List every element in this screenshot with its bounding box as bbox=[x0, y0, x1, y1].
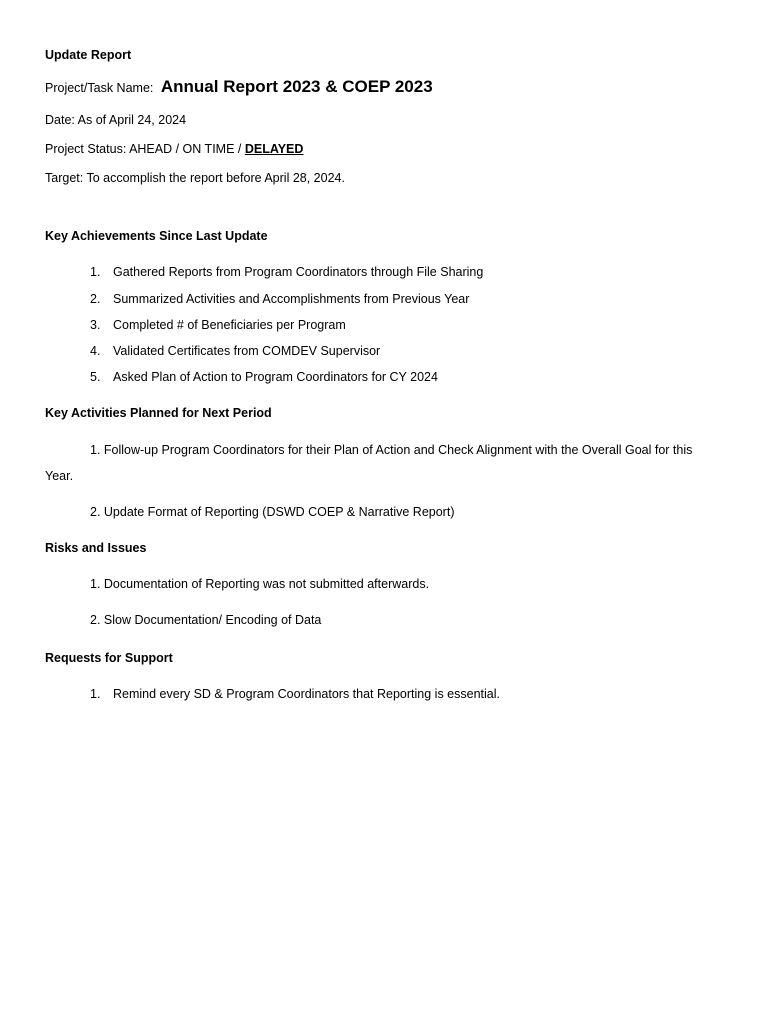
list-item-text: Validated Certificates from COMDEV Supervisor bbox=[113, 344, 381, 358]
list-item bbox=[90, 369, 438, 385]
list-item-text: Summarized Activities and Accomplishments from Previous Year bbox=[113, 292, 470, 306]
planned-heading: Key Activities Planned for Next Period bbox=[45, 406, 272, 420]
list-item bbox=[90, 343, 380, 359]
list-item-text: Gathered Reports from Program Coordinators through File Sharing bbox=[113, 265, 484, 279]
achievements-heading: Key Achievements Since Last Update bbox=[45, 229, 268, 243]
risks-heading: Risks and Issues bbox=[45, 541, 147, 555]
list-item-text: Remind every SD & Program Coordinators that Reporting is essential. bbox=[113, 687, 500, 701]
list-item-number: 1. bbox=[90, 687, 101, 701]
planned-item-2: 2. Update Format of Reporting (DSWD COEP & Narrative Report) bbox=[90, 505, 455, 519]
project-status-current: DELAYED bbox=[244, 142, 304, 156]
list-item-number: 3. bbox=[90, 318, 101, 332]
list-item bbox=[90, 317, 346, 333]
project-name-label: Project/Task Name: bbox=[45, 81, 154, 95]
project-status-label: Project Status: AHEAD / ON TIME / bbox=[45, 142, 242, 156]
support-heading: Requests for Support bbox=[45, 651, 173, 665]
list-item-number: 4. bbox=[90, 344, 101, 358]
list-item-text: Completed # of Beneficiaries per Program bbox=[113, 318, 346, 332]
report-target: Target: To accomplish the report before April 28, 2024. bbox=[45, 171, 345, 185]
project-name-row bbox=[45, 79, 433, 96]
project-name-value: Annual Report 2023 & COEP 2023 bbox=[160, 77, 433, 96]
risk-item-1: 1. Documentation of Reporting was not submitted afterwards. bbox=[90, 577, 430, 591]
planned-item-1-line-1: 1. Follow-up Program Coordinators for their Plan of Action and Check Alignment with the Overall Goal for this bbox=[90, 443, 693, 457]
list-item bbox=[90, 264, 483, 280]
project-status-row bbox=[45, 141, 303, 157]
report-heading: Update Report bbox=[45, 48, 132, 62]
list-item-number: 2. bbox=[90, 292, 101, 306]
report-date: Date: As of April 24, 2024 bbox=[45, 113, 187, 127]
list-item-number: 5. bbox=[90, 370, 101, 384]
risk-item-2: 2. Slow Documentation/ Encoding of Data bbox=[90, 613, 322, 627]
list-item bbox=[90, 291, 469, 307]
list-item-text: Asked Plan of Action to Program Coordinators for CY 2024 bbox=[113, 370, 438, 384]
list-item-number: 1. bbox=[90, 265, 101, 279]
list-item bbox=[90, 686, 500, 702]
planned-item-1-line-2: Year. bbox=[45, 469, 74, 483]
